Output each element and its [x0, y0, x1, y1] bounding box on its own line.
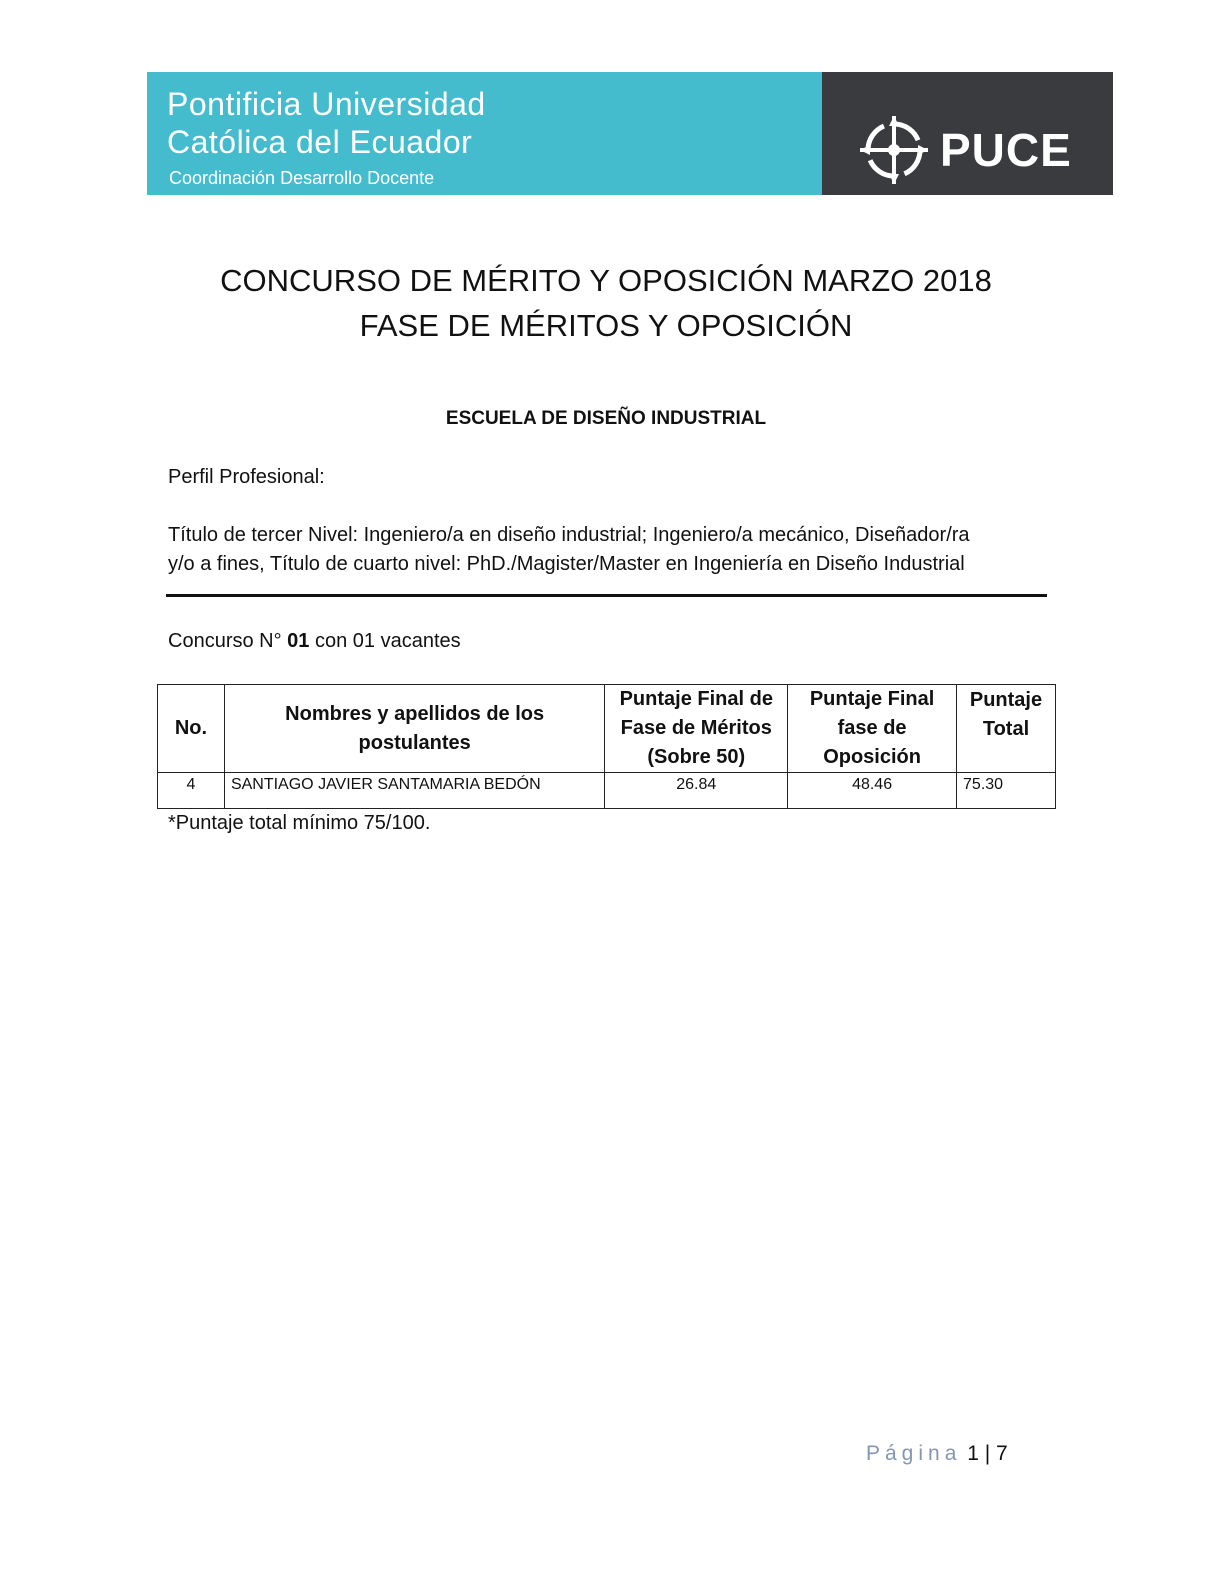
- page-total: 7: [996, 1442, 1008, 1465]
- table-row: [158, 773, 1056, 809]
- concurso-line: [168, 630, 461, 653]
- department-name: Coordinación Desarrollo Docente: [169, 168, 435, 188]
- header-meritos-line2: Fase de Méritos: [620, 717, 772, 739]
- concurso-suffix: con 01 vacantes: [309, 630, 461, 652]
- concurso-number: 01: [287, 630, 310, 652]
- cell-name: SANTIAGO JAVIER SANTAMARIA BEDÓN: [224, 773, 604, 809]
- header-no: [158, 685, 225, 773]
- university-panel: [147, 72, 822, 195]
- page-footer: [866, 1442, 1008, 1466]
- page-separator: |: [978, 1442, 997, 1465]
- header-banner: [147, 72, 1113, 195]
- titulo-requirements-line2: y/o a fines, Título de cuarto nivel: PhD./Magister/Master en Ingeniería en Diseño Industrial: [168, 553, 965, 575]
- header-meritos-line3: (Sobre 50): [647, 746, 746, 768]
- header-total-line1: Puntaje: [969, 689, 1043, 711]
- header-meritos-line1: Puntaje Final de: [619, 688, 773, 710]
- header-total: [957, 685, 1056, 773]
- university-name-line2: Católica del Ecuador: [167, 124, 473, 160]
- cell-no: 4: [158, 773, 225, 809]
- header-names-line2: postulantes: [358, 731, 471, 754]
- perfil-label: Perfil Profesional:: [168, 466, 325, 488]
- concurso-prefix: Concurso N°: [168, 630, 288, 652]
- document-title-line1: CONCURSO DE MÉRITO Y OPOSICIÓN MARZO 2018: [220, 263, 992, 298]
- results-table: [157, 684, 1056, 809]
- table-header-row: [158, 685, 1056, 773]
- compass-cross-icon: [858, 114, 930, 186]
- page-current: 1: [967, 1442, 979, 1465]
- header-names: [224, 685, 604, 773]
- section-divider: [166, 594, 1047, 597]
- header-oposicion: [788, 685, 957, 773]
- minimum-score-note: *Puntaje total mínimo 75/100.: [168, 812, 431, 834]
- cell-meritos: 26.84: [605, 773, 788, 809]
- document-title-line2: FASE DE MÉRITOS Y OPOSICIÓN: [359, 308, 853, 343]
- header-names-line1: Nombres y apellidos de los: [285, 702, 545, 725]
- university-name-line1: Pontificia Universidad: [167, 86, 486, 122]
- header-oposicion-line3: Oposición: [823, 746, 921, 768]
- school-heading: ESCUELA DE DISEÑO INDUSTRIAL: [445, 408, 767, 429]
- header-total-line2: Total: [982, 718, 1030, 740]
- puce-logo: [858, 114, 1072, 186]
- logo-wordmark: PUCE: [940, 124, 1072, 176]
- header-no-label: No.: [174, 717, 208, 739]
- page-label: Página: [866, 1442, 962, 1465]
- logo-panel: [822, 72, 1113, 195]
- header-oposicion-line1: Puntaje Final: [809, 688, 935, 710]
- cell-oposicion: 48.46: [788, 773, 957, 809]
- header-oposicion-line2: fase de: [837, 717, 907, 739]
- titulo-requirements-line1: Título de tercer Nivel: Ingeniero/a en diseño industrial; Ingeniero/a mecánico, Diseñador/ra: [168, 524, 970, 546]
- cell-total: 75.30: [957, 773, 1056, 809]
- header-meritos: [605, 685, 788, 773]
